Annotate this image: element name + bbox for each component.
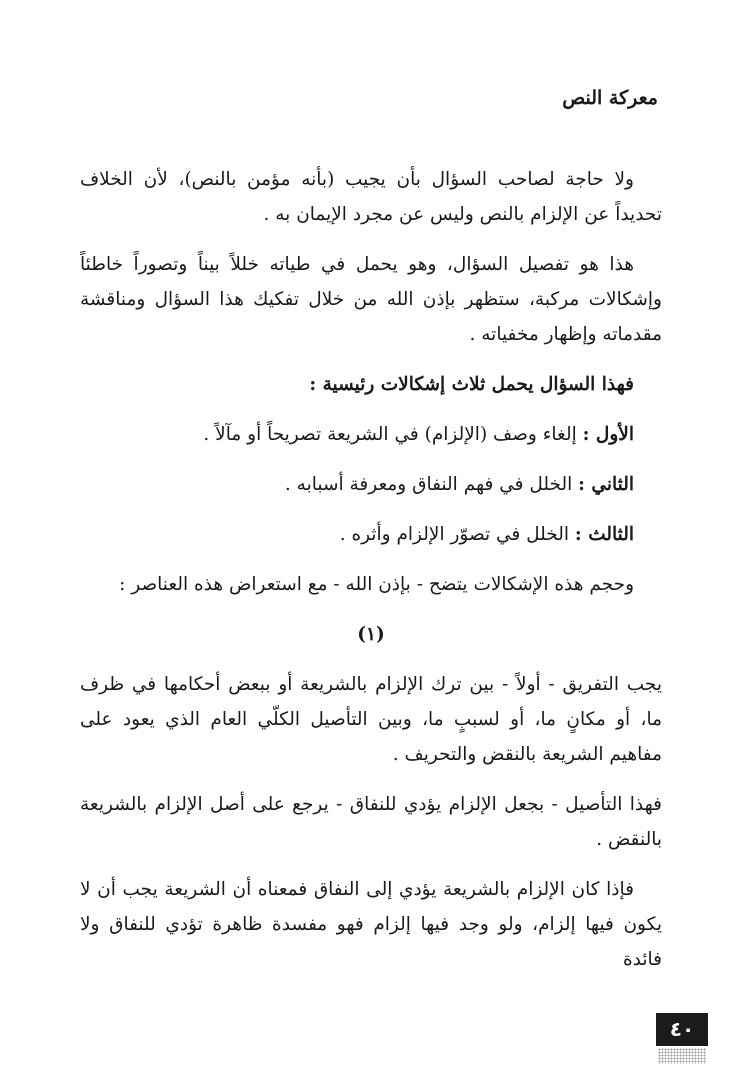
paragraph: هذا هو تفصيل السؤال، وهو يحمل في طياته خللاً بيناً وتصوراً خاطئاً وإشكالات مركبة، ستظهر بإذن الله من خلال تفكيك هذا السؤال ومناقشة مقدماته وإظهار مخفياته .	[80, 254, 662, 345]
paragraph: ولا حاجة لصاحب السؤال بأن يجيب (بأنه مؤمن بالنص)، لأن الخلاف تحديداً عن الإلزام بالنص وليس عن مجرد الإيمان به .	[80, 169, 662, 225]
issue-label: الثالث :	[574, 524, 634, 545]
issue-item	[80, 517, 662, 552]
issue-label: الثاني :	[578, 474, 634, 495]
paragraph: فإذا كان الإلزام بالشريعة يؤدي إلى النفاق فمعناه أن الشريعة يجب أن لا يكون فيها إلزام، ولو وجد فيها إلزام فهو مفسدة ظاهرة تؤدي للنفاق ولا فائدة	[80, 879, 662, 970]
paragraph: فهذا التأصيل - بجعل الإلزام يؤدي للنفاق - يرجع على أصل الإلزام بالشريعة بالنقض .	[80, 794, 662, 850]
issue-text: الخلل في تصوّر الإلزام وأثره .	[339, 524, 570, 545]
issue-text: إلغاء وصف (الإلزام) في الشريعة تصريحاً أو مآلاً .	[203, 424, 577, 445]
issues-intro: فهذا السؤال يحمل ثلاث إشكالات رئيسية :	[309, 374, 634, 395]
body-text	[80, 162, 662, 977]
paragraph: يجب التفريق - أولاً - بين ترك الإلزام بالشريعة أو ببعض أحكامها في ظرف ما، أو مكانٍ ما، أو لسببٍ ما، وبين التأصيل الكلّي العام الذي يعود على مفاهيم الشريعة بالنقض والتحريف .	[80, 674, 662, 765]
section-number: (١)	[357, 624, 385, 645]
issue-label: الأول :	[582, 424, 634, 445]
transition-sentence: وحجم هذه الإشكالات يتضح - بإذن الله - مع استعراض هذه العناصر :	[119, 574, 634, 595]
page-number-ornament	[658, 1048, 706, 1064]
issue-text: الخلل في فهم النفاق ومعرفة أسبابه .	[284, 474, 573, 495]
running-head: معركة النص	[562, 87, 658, 109]
issue-item	[80, 467, 662, 502]
page-number: ٤٠	[656, 1013, 708, 1046]
issue-item	[80, 417, 662, 452]
